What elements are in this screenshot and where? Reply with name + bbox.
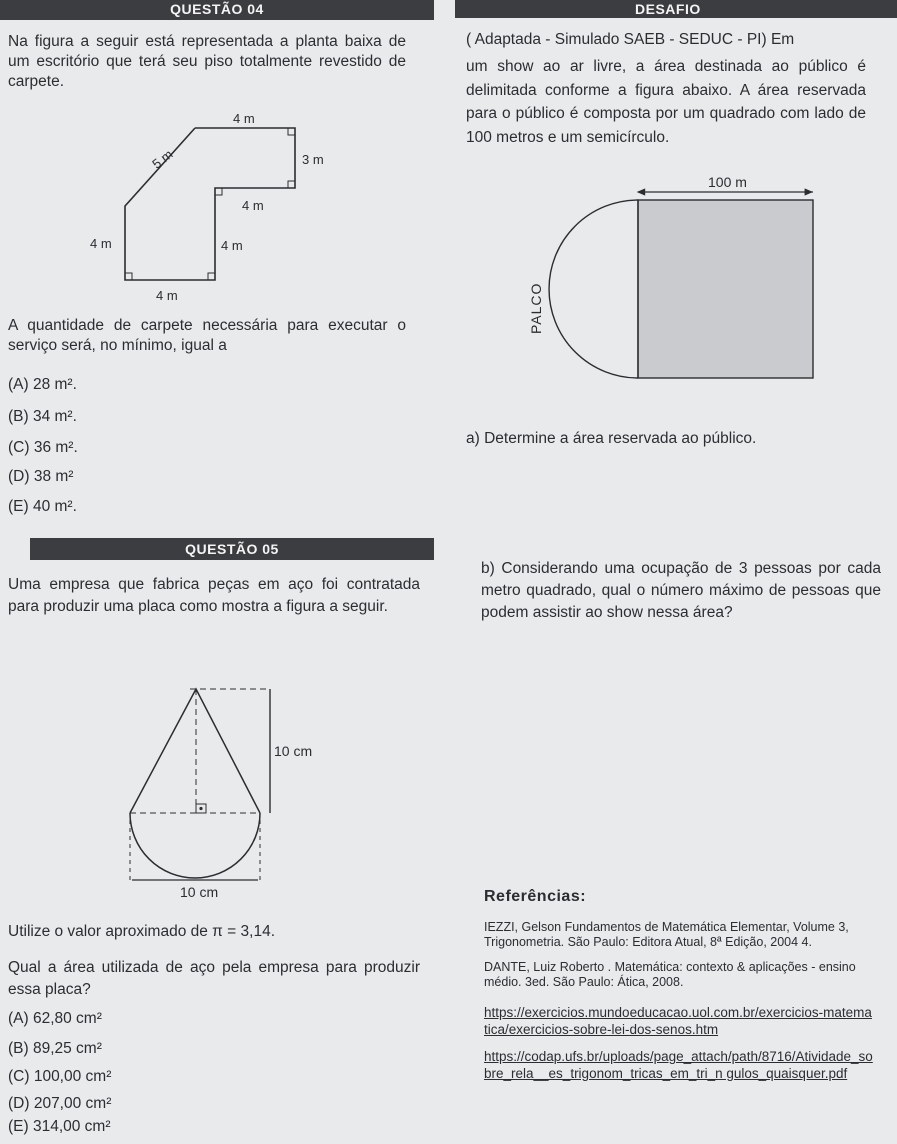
q4-statement: Na figura a seguir está representada a planta baixa de um escritório que terá seu piso totalmente revestido de carpete. [8, 33, 406, 90]
q4-option-a[interactable]: (A) 28 m². [8, 376, 77, 393]
q4-label-left: 4 m [90, 236, 112, 251]
q4-label-right-upper: 3 m [302, 152, 324, 167]
q4-label-right-lower: 4 m [221, 238, 243, 253]
q5-option-a[interactable]: (A) 62,80 cm² [8, 1010, 102, 1027]
ref-link[interactable]: https://exercicios.mundoeducacao.uol.com.br/exercicios-matematica/exercicios-sobre-lei-dos-senos.htm [484, 1005, 872, 1037]
q4-right-angle-marker [288, 181, 295, 188]
q5-height-label: 10 cm [274, 743, 313, 759]
q4-floor-plan [90, 108, 330, 308]
q5-question: Qual a área utilizada de aço pela empresa para produzir essa placa? [8, 959, 420, 998]
q4-banner [0, 0, 434, 20]
q4-label-bottom: 4 m [156, 288, 178, 303]
desafio-part-b: b) Considerando uma ocupação de 3 pessoas por cada metro quadrado, qual o número máximo de pessoas que podem assistir ao show nessa área? [481, 560, 881, 621]
q4-label-top: 4 m [233, 111, 255, 126]
q4-option-e[interactable]: (E) 40 m². [8, 498, 77, 515]
ref-item: IEZZI, Gelson Fundamentos de Matemática Elementar, Volume 3, Trigonometria. São Paulo: Editora Atual, 8ª Edição, 2004 4. [484, 920, 849, 949]
q5-option-b[interactable]: (B) 89,25 cm² [8, 1040, 102, 1057]
q4-label-mid: 4 m [242, 198, 264, 213]
q5-banner [30, 538, 434, 560]
desafio-semicircle [549, 200, 638, 378]
desafio-banner-text: DESAFIO [635, 1, 701, 17]
q5-statement: Uma empresa que fabrica peças em aço foi contratada para produzir uma placa como mostra a figura a seguir. [8, 576, 420, 615]
q5-banner-text: QUESTÃO 05 [185, 541, 279, 557]
desafio-banner [455, 0, 897, 18]
q5-option-d[interactable]: (D) 207,00 cm² [8, 1095, 112, 1112]
q5-width-label: 10 cm [180, 884, 219, 900]
q5-triangle [130, 689, 260, 813]
q4-right-angle-marker [288, 128, 295, 135]
q5-figure [118, 680, 348, 900]
desafio-dimension-label: 100 m [708, 174, 747, 190]
q4-right-angle-marker [208, 273, 215, 280]
q4-right-angle-marker [215, 188, 222, 195]
ref-item: DANTE, Luiz Roberto . Matemática: contexto & aplicações - ensino médio. 3ed. São Paulo: Ática, 2008. [484, 960, 856, 989]
q4-banner-text: QUESTÃO 04 [170, 1, 264, 17]
desafio-figure [505, 170, 835, 410]
q4-option-b[interactable]: (B) 34 m². [8, 408, 77, 425]
refs-title: Referências: [484, 888, 587, 905]
desafio-source-line: ( Adaptada - Simulado SAEB - SEDUC - PI) Em [466, 31, 795, 48]
desafio-stage-label: PALCO [528, 282, 544, 334]
q4-label-diag: 5 m [149, 146, 176, 172]
q4-option-d[interactable]: (D) 38 m² [8, 468, 74, 485]
q4-plan-outline [125, 128, 295, 280]
ref-link[interactable]: https://codap.ufs.br/uploads/page_attach/path/8716/Atividade_sobre_rela__es_trigonom_tricas_em_tri_n gulos_quaisquer.pdf [484, 1049, 873, 1081]
desafio-statement: um show ao ar livre, a área destinada ao público é delimitada conforme a figura abaixo. A área reservada para o público é composta por um quadrado com lado de 100 metros e um semicírculo. [466, 58, 866, 146]
q5-semicircle [130, 813, 260, 878]
desafio-part-a: a) Determine a área reservada ao público. [466, 430, 757, 447]
q5-pi-note: Utilize o valor aproximado de π = 3,14. [8, 923, 276, 940]
q5-option-e[interactable]: (E) 314,00 cm² [8, 1118, 111, 1135]
q4-option-c[interactable]: (C) 36 m². [8, 439, 78, 456]
q4-right-angle-marker [125, 273, 132, 280]
desafio-square [638, 200, 813, 378]
q5-option-c[interactable]: (C) 100,00 cm² [8, 1068, 112, 1085]
q4-question: A quantidade de carpete necessária para executar o serviço será, no mínimo, igual a [8, 317, 406, 354]
